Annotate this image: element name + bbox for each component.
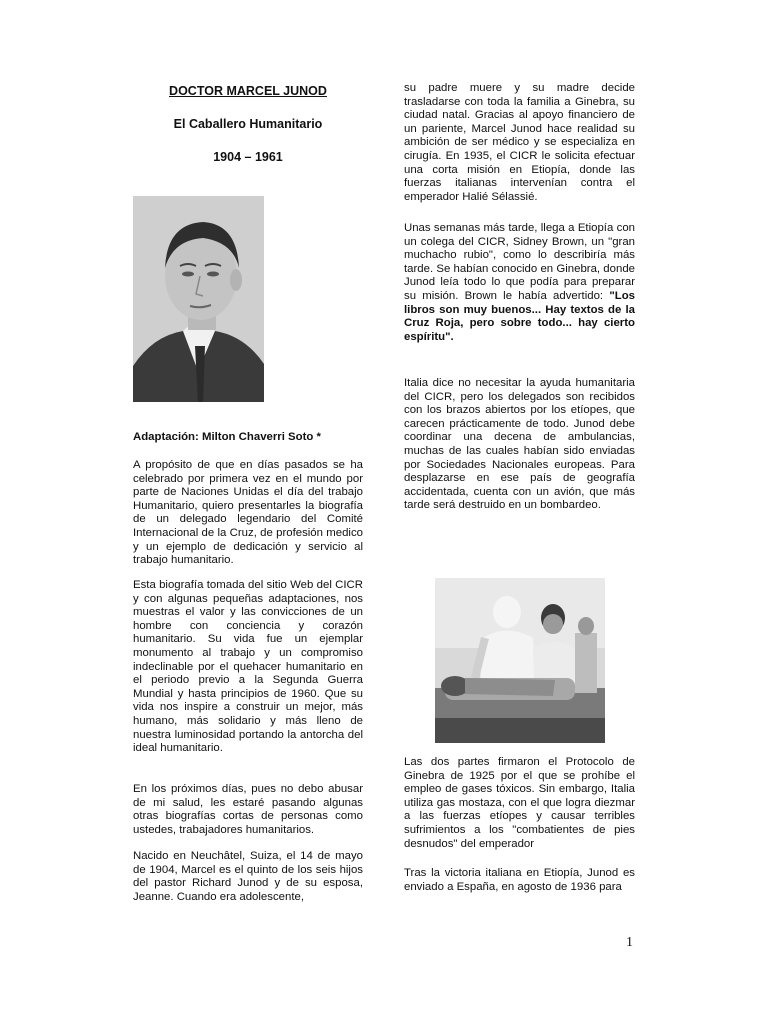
life-years: 1904 – 1961 xyxy=(213,150,283,164)
left-paragraph-3: En los próximos días, pues no debo abusar de mi salud, les estaré pasando algunas otras biografías cortas de personas como ustedes, trabajadores humanitarios. xyxy=(133,783,363,836)
document-title: DOCTOR MARCEL JUNOD xyxy=(169,84,327,98)
right-paragraph-2-text: Unas semanas más tarde, llega a Etiopía con un colega del CICR, Sidney Brown, un "gran muchacho rubio", como lo describiría más tarde. Se habían conocido en Ginebra, donde Junod leía todo lo que podía para preparar su misión. Brown le había advertido: xyxy=(404,222,635,302)
left-paragraph-1: A propósito de que en días pasados se ha celebrado por primera vez en el mundo por parte de Naciones Unidas el día del trabajo Humanitario, quiero presentarles la biografía de un delegado legendario del Comité Internacional de la Cruz, de profesión medico y un ejemplo de dedicación y servicio al trabajo humanitario. xyxy=(133,459,363,567)
right-paragraph-2-quote: "Los libros son muy buenos... Hay textos de la Cruz Roja, pero sobre todo... hay cierto espíritu". xyxy=(404,289,635,343)
right-paragraph-1: su padre muere y su madre decide trasladarse con toda la familia a Ginebra, su ciudad natal. Gracias al apoyo financiero de un pariente, Marcel Junod hace realidad su ambición de ser médico y se especializa en cirugía. En 1935, el CICR le solicita efectuar una corta misión en Etiopía, donde las fuerzas italianas intervenían contra el emperador Halié Sélassié. xyxy=(404,82,635,203)
document-subtitle: El Caballero Humanitario xyxy=(173,117,323,131)
portrait-photo xyxy=(133,196,264,402)
right-paragraph-5: Tras la victoria italiana en Etiopía, Junod es enviado a España, en agosto de 1936 para xyxy=(404,867,635,893)
right-paragraph-3: Italia dice no necesitar la ayuda humanitaria del CICR, pero los delegados son recibidos con los brazos abiertos por los etíopes, que carecen prácticamente de todo. Junod debe coordinar una decena de ambulancias, muchas de las cuales habían sido enviadas por Sociedades Nacionales europeas. Para desplazarse en ese país de geografía accidentada, cuenta con un avión, que más tarde será destruido en un bombardeo. xyxy=(404,377,635,512)
adaptation-credit: Adaptación: Milton Chaverri Soto * xyxy=(133,431,321,443)
left-paragraph-4: Nacido en Neuchâtel, Suiza, el 14 de mayo de 1904, Marcel es el quinto de los seis hijos del pastor Richard Junod y de su esposa, Jeanne. Cuando era adolescente, xyxy=(133,850,363,903)
left-paragraph-2: Esta biografía tomada del sitio Web del CICR y con algunas pequeñas adaptaciones, nos muestras el valor y las convicciones de un hombre con conciencia y corazón humanitario. Su vida fue un ejemplar monumento al trabajo y un compromiso indeclinable por el quehacer humanitario en el periodo previo a la Segunda Guerra Mundial y hasta principios de 1960. Que su vida nos inspire a construir un mejor, más humano, más solidario y más lleno de nuestra luminosidad portando la antorcha del ideal humanitario. xyxy=(133,579,363,755)
right-paragraph-2 xyxy=(404,222,635,344)
medical-scene-photo xyxy=(435,578,605,743)
page-number: 1 xyxy=(626,935,633,950)
right-paragraph-4: Las dos partes firmaron el Protocolo de Ginebra de 1925 por el que se prohíbe el empleo de gases tóxicos. Sin embargo, Italia utiliza gas mostaza, con el que logra diezmar a las fuerzas etíopes y causar terribles sufrimientos a los "combatientes de pies desnudos" del emperador xyxy=(404,756,635,850)
